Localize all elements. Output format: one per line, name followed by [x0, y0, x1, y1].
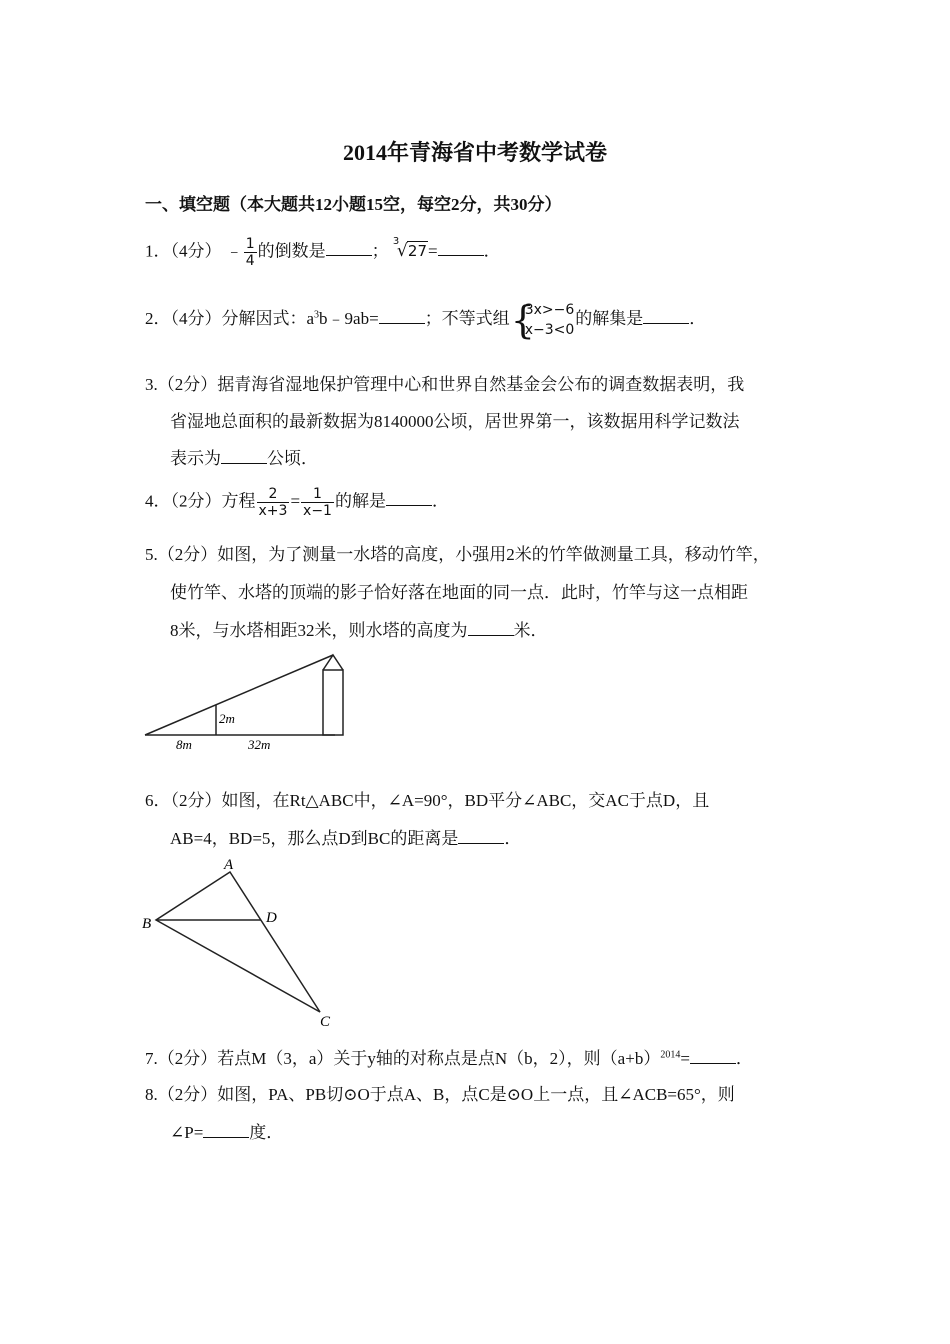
q8-line-2: [170, 1118, 283, 1143]
question-7: [145, 1044, 753, 1069]
q4-blank[interactable]: [386, 491, 432, 506]
q7-text: 7.（2分）若点M（3，a）关于y轴的对称点是点N（b，2），则（a+b）: [145, 1049, 661, 1068]
q4-end: ．: [431, 491, 449, 511]
q1-cube-root: [392, 236, 428, 261]
q2-text-1: 分解因式：a: [221, 308, 315, 328]
q1-text: 的倒数是: [257, 241, 326, 261]
q1-blank-1[interactable]: [326, 241, 372, 256]
question-4: [145, 486, 449, 519]
q4-f1-den: x+3: [258, 503, 288, 519]
q1-root-index: 3: [392, 236, 400, 248]
q6-label-d: D: [266, 910, 277, 926]
q2-blank-1[interactable]: [379, 309, 425, 324]
q1-sign: ﹣: [225, 241, 243, 261]
q2-blank-2[interactable]: [643, 309, 689, 324]
q5-line-2: 使竹竿、水塔的顶端的影子恰好落在地面的同一点．此时，竹竿与这一点相距: [170, 583, 748, 602]
q6-line-1: 6．（2分）如图，在Rt△ABC中，∠A=90°，BD平分∠ABC，交AC于点D，且: [145, 791, 710, 810]
q5-figure: [140, 645, 360, 755]
q6-label-a: A: [224, 857, 234, 873]
q4-equals: =: [290, 491, 301, 511]
section-heading: 一、填空题（本大题共12小题15空，每空2分，共30分）: [145, 195, 562, 214]
q2-inequality-2: x−3<0: [524, 322, 575, 338]
q2-inequality-system: { 3x>−6 x−3<0: [510, 298, 575, 342]
q5-distance-1-label: 8m: [176, 737, 192, 752]
q2-end: ．: [689, 308, 707, 328]
q7-exponent: 2014: [660, 1049, 681, 1061]
q1-separator: ；: [371, 241, 389, 261]
q3-blank[interactable]: [221, 449, 267, 464]
q2-text-3: ；不等式组: [424, 308, 510, 328]
q8-line-1: 8.（2分）如图，PA、PB切⊙O于点A、B，点C是⊙O上一点，且∠ACB=65°，则: [145, 1085, 735, 1104]
q4-number: 4．: [145, 491, 171, 511]
q6-line-2: [170, 824, 521, 849]
q6-text: AB=4，BD=5，那么点D到BC的距离是: [170, 829, 459, 848]
q6-label-b: B: [142, 916, 152, 932]
q3-unit: 公顷．: [267, 449, 318, 468]
q5-distance-2-label: 32m: [248, 737, 271, 752]
q4-f2-den: x−1: [303, 503, 332, 519]
q5-line-1: 5.（2分）如图，为了测量一水塔的高度，小强用2米的竹竿做测量工具，移动竹竿，: [145, 545, 770, 564]
q1-frac-den: 4: [245, 253, 255, 269]
q8-text: ∠P=: [170, 1123, 204, 1142]
q8-blank[interactable]: [203, 1123, 249, 1138]
q8-unit: 度．: [249, 1123, 284, 1142]
q6-figure: [138, 852, 348, 1032]
q1-score: （4分）: [170, 241, 222, 261]
q6-end: ．: [504, 829, 522, 848]
q5-line-3: [170, 616, 548, 641]
q3-line-3: [170, 444, 318, 469]
q4-f1-num: 2: [257, 486, 290, 503]
q4-text-2: 的解是: [334, 491, 386, 511]
q1-fraction: [244, 236, 257, 269]
q1-frac-num: 1: [245, 236, 255, 252]
q7-blank[interactable]: [690, 1049, 736, 1064]
q2-text-4: 的解集是: [575, 308, 644, 328]
q6-triangle: [156, 872, 320, 1012]
q4-score: （2分）: [170, 491, 222, 511]
q1-end: ．: [483, 241, 501, 261]
q4-fraction-1: [257, 486, 290, 519]
q2-exponent: 3: [314, 309, 320, 321]
q5-unit: 米．: [513, 621, 548, 640]
q1-number: 1．: [145, 241, 171, 261]
question-1: [145, 236, 501, 269]
q4-fraction-2: [301, 486, 334, 519]
q6-blank[interactable]: [458, 829, 504, 844]
q7-end: ．: [735, 1049, 753, 1068]
page-title: 2014年青海省中考数学试卷: [342, 140, 607, 165]
question-2: [145, 300, 706, 340]
q1-radicand: 27: [407, 242, 428, 261]
q5-text: 8米，与水塔相距32米，则水塔的高度为: [170, 621, 468, 640]
q1-blank-2[interactable]: [438, 241, 484, 256]
q5-pole-label: 2m: [219, 711, 235, 726]
q5-tower-body: [323, 670, 343, 735]
q1-equals: =: [428, 241, 438, 261]
q2-text-2: b﹣9ab=: [319, 308, 379, 328]
q4-f2-num: 1: [301, 486, 334, 503]
q5-blank[interactable]: [468, 621, 514, 636]
q5-sight-line: [145, 655, 333, 735]
q3-line-1: 3.（2分）据青海省湿地保护管理中心和世界自然基金会公布的调查数据表明，我: [145, 375, 745, 394]
q3-line-2: 省湿地总面积的最新数据为8140000公顷，居世界第一，该数据用科学记数法: [170, 412, 740, 431]
q3-text: 表示为: [170, 449, 221, 468]
q2-inequality-1: 3x>−6: [524, 302, 575, 318]
q4-text-1: 方程: [221, 491, 256, 511]
q6-label-c: C: [320, 1014, 331, 1030]
q2-number: 2．: [145, 308, 171, 328]
q7-equals: =: [680, 1049, 690, 1068]
q2-score: （4分）: [170, 308, 222, 328]
